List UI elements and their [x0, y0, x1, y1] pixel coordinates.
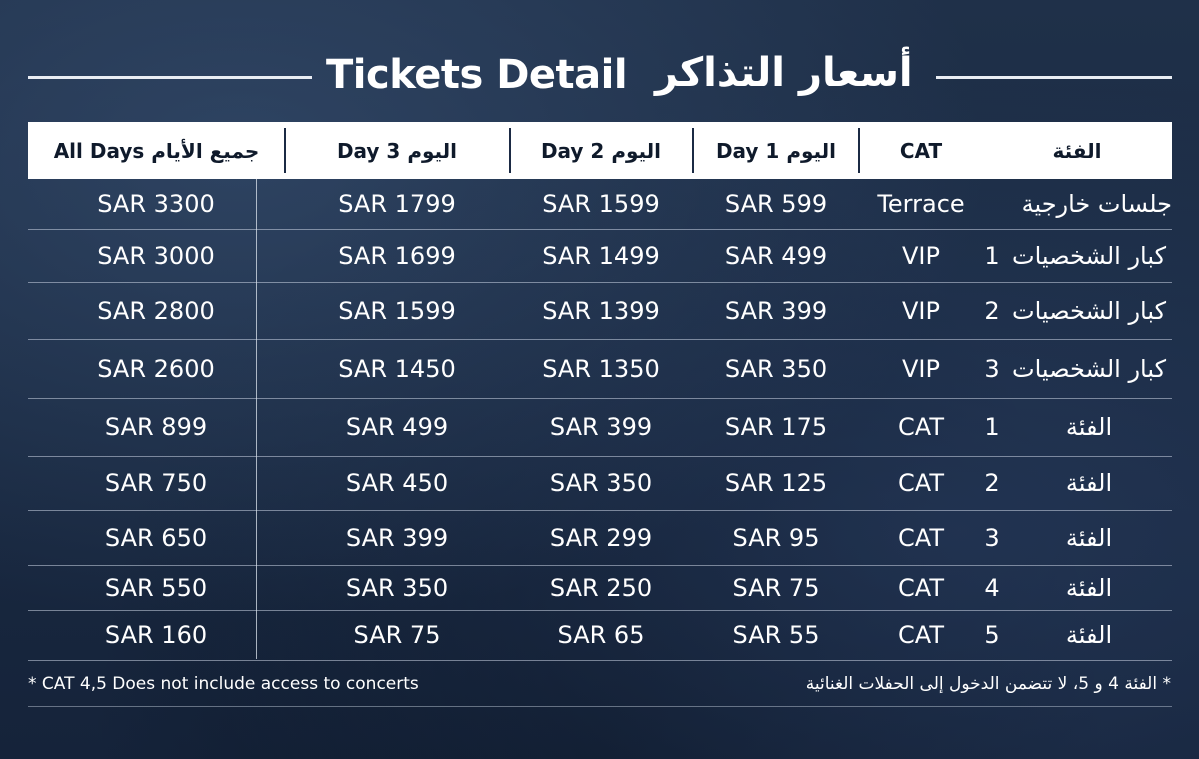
day1-price: SAR 55: [732, 621, 820, 649]
day1-price: SAR 399: [724, 296, 828, 325]
table-row: [28, 610, 1172, 661]
day3-price: SAR 75: [353, 621, 441, 649]
category-name-ar: الفئة: [1065, 621, 1113, 649]
category-code: VIP: [902, 296, 940, 325]
table-row: [28, 179, 1172, 230]
day2-price: SAR 350: [549, 469, 653, 497]
day3-price: SAR 1799: [338, 190, 456, 218]
all-days-price: SAR 550: [104, 573, 208, 602]
table-row: [28, 229, 1172, 283]
all-days-price: SAR 650: [104, 523, 208, 552]
category-number: 2: [984, 469, 1000, 497]
footnote-divider: [28, 706, 1172, 707]
category-name-ar: الفئة: [1065, 469, 1113, 497]
category-name-ar: كبار الشخصيات: [1011, 354, 1167, 383]
all-days-price: SAR 160: [104, 621, 208, 649]
category-name-ar: كبار الشخصيات: [1011, 296, 1167, 325]
title-divider-left: [28, 76, 312, 79]
table-row: [28, 456, 1172, 511]
day1-price: SAR 95: [732, 523, 820, 552]
category-name-ar: الفئة: [1065, 523, 1113, 552]
all-days-price: SAR 2600: [97, 354, 215, 383]
title-row: [0, 40, 1199, 110]
category-number: 5: [984, 621, 1000, 649]
page-title-en: Tickets Detail: [326, 52, 628, 98]
category-name-ar: الفئة: [1065, 573, 1113, 602]
day1-price: SAR 125: [724, 469, 828, 497]
category-name-ar: كبار الشخصيات: [1011, 241, 1167, 270]
day2-price: SAR 299: [549, 523, 653, 552]
day1-price: SAR 599: [724, 190, 828, 218]
header-all-days: All Days جميع الأيام: [53, 138, 260, 163]
category-number: 3: [984, 523, 1000, 552]
all-days-price: SAR 3300: [97, 190, 215, 218]
category-code: VIP: [902, 241, 940, 270]
all-days-column-divider: [256, 179, 257, 659]
day2-price: SAR 399: [549, 413, 653, 441]
category-name-ar: الفئة: [1065, 413, 1113, 441]
all-days-price: SAR 3000: [97, 241, 215, 270]
day2-price: SAR 250: [549, 573, 653, 602]
header-day3: Day 3 اليوم: [336, 138, 458, 163]
all-days-price: SAR 750: [104, 469, 208, 497]
all-days-price: SAR 2800: [97, 296, 215, 325]
category-name-ar: جلسات خارجية: [1021, 190, 1172, 218]
category-code: Terrace: [877, 190, 965, 218]
category-code: CAT: [898, 573, 944, 602]
all-days-price: SAR 899: [104, 413, 208, 441]
table-row: [28, 510, 1172, 566]
day1-price: SAR 499: [724, 241, 828, 270]
category-number: [978, 179, 1006, 229]
day2-price: SAR 1599: [542, 190, 660, 218]
day2-price: SAR 65: [557, 621, 645, 649]
category-code: CAT: [898, 621, 944, 649]
day2-price: SAR 1399: [542, 296, 660, 325]
day1-price: SAR 175: [724, 413, 828, 441]
title-divider-right: [936, 76, 1172, 79]
header-category-ar: الفئة: [1052, 138, 1102, 163]
day2-price: SAR 1499: [542, 241, 660, 270]
category-code: CAT: [898, 469, 944, 497]
table-row: [28, 339, 1172, 399]
day2-price: SAR 1350: [542, 354, 660, 383]
day3-price: SAR 399: [345, 523, 449, 552]
header-day2: Day 2 اليوم: [540, 138, 662, 163]
category-number: 4: [984, 573, 1000, 602]
day3-price: SAR 1450: [338, 354, 456, 383]
footnote-en: * CAT 4,5 Does not include access to concerts: [28, 674, 419, 694]
page-title-ar: أسعار التذاكر: [655, 50, 913, 96]
day3-price: SAR 350: [345, 573, 449, 602]
category-number: 1: [984, 413, 1000, 441]
table-row: [28, 565, 1172, 611]
day3-price: SAR 499: [345, 413, 449, 441]
header-cat: CAT: [899, 138, 943, 163]
table-row: [28, 398, 1172, 457]
day1-price: SAR 75: [732, 573, 820, 602]
category-code: CAT: [898, 413, 944, 441]
table-row: [28, 282, 1172, 340]
day3-price: SAR 1699: [338, 241, 456, 270]
day3-price: SAR 1599: [338, 296, 456, 325]
table-header: [28, 122, 1172, 179]
footnote-ar: * الفئة 4 و 5، لا تتضمن الدخول إلى الحفلات الغنائية: [805, 674, 1171, 694]
category-code: CAT: [898, 523, 944, 552]
category-code: VIP: [902, 354, 940, 383]
category-number: 1: [984, 241, 1000, 270]
day1-price: SAR 350: [724, 354, 828, 383]
day3-price: SAR 450: [345, 469, 449, 497]
category-number: 3: [984, 354, 1000, 383]
header-day1: Day 1 اليوم: [715, 138, 837, 163]
category-number: 2: [984, 296, 1000, 325]
